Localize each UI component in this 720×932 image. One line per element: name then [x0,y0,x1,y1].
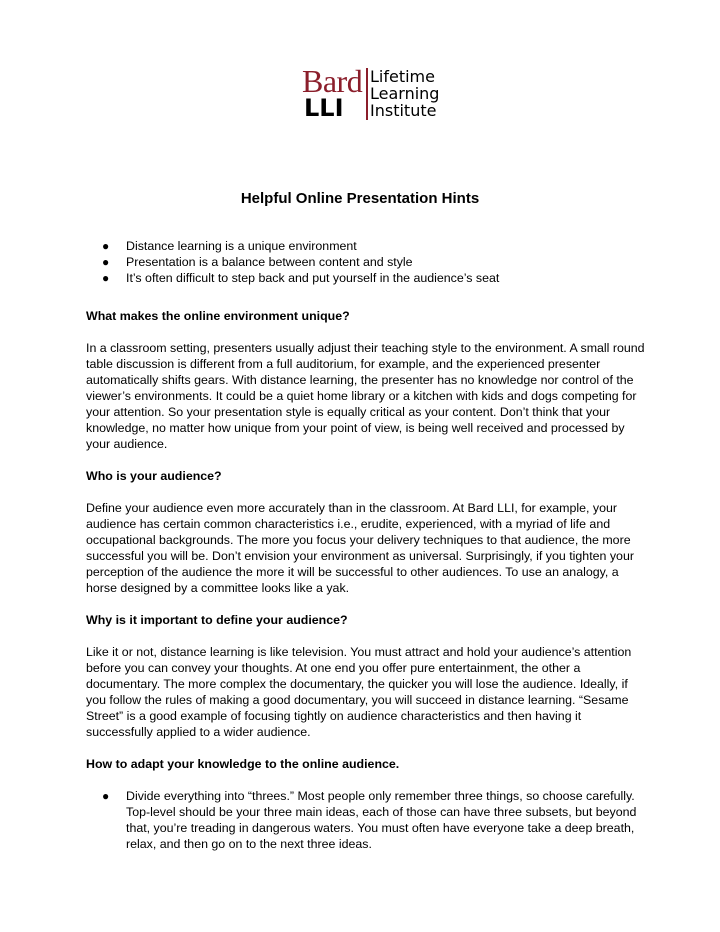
list-item [86,254,646,270]
list-item [86,788,646,852]
bullet-icon: ● [102,271,110,285]
logo-lli-text: LLI [304,94,344,122]
list-item-text: It’s often difficult to step back and put yourself in the audience’s seat [126,271,500,285]
section-paragraph: Define your audience even more accurately than in the classroom. At Bard LLI, for example, your audience has certain common characteristics i.e., erudite, experienced, with a myriad of life and occupational backgrounds. The more you focus your delivery techniques to that audience, the more successful you will be. Don’t envision your environment as universal. Surprisingly, if you tighten your perception of the audience the more it will be successful to other audiences. To use an analogy, a horse designed by a committee looks like a yak. [86,501,634,595]
section-paragraph: Like it or not, distance learning is like television. You must attract and hold your audience’s attention before you can convey your thoughts. At one end you offer pure entertainment, the other a documentary. The more complex the documentary, the quicker you will lose the audience. Ideally, if you follow the rules of making a good documentary, you will succeed in distance learning. “Sesame Street” is a good example of focusing tightly on audience characteristics and then having it successfully applied to a wider audience. [86,645,632,739]
intro-bullet-list [86,238,646,286]
section-heading: What makes the online environment unique? [86,309,350,323]
logo-line-lifetime: Lifetime [370,67,435,86]
list-item-text: Presentation is a balance between content and style [126,255,413,269]
list-item [86,270,646,286]
tips-bullet-list [86,788,646,852]
section-heading: Who is your audience? [86,469,222,483]
logo-line-institute: Institute [370,101,437,120]
section-heading: How to adapt your knowledge to the online audience. [86,757,400,771]
logo-line-learning: Learning [370,84,440,103]
logo-institute-name [370,68,439,119]
list-item-text: Divide everything into “threes.” Most people only remember three things, so choose carefully. Top-level should be your three main ideas, each of those can have three subsets, but beyond that, you’re treading in dangerous waters. You must often have everyone take a deep breath, relax, and then go on to the next three ideas. [126,789,637,851]
bullet-icon: ● [102,255,110,269]
section-heading: Why is it important to define your audience? [86,613,348,627]
document-title: Helpful Online Presentation Hints [240,190,480,207]
bard-lli-logo [300,63,450,124]
list-item-text: Distance learning is a unique environment [126,239,357,253]
bullet-icon: ● [102,789,110,803]
section-paragraph: In a classroom setting, presenters usually adjust their teaching style to the environment. A small round table discussion is different from a full auditorium, for example, and the experienced presenter automatically shifts gears. With distance learning, the presenter has no knowledge nor control of the viewer’s environments. It could be a quiet home library or a kitchen with kids and dogs competing for your attention. So your presentation style is equally critical as your content. Don’t think that your knowledge, no matter how unique from your point of view, is being well received and processed by your audience. [86,341,645,451]
document-body [86,238,646,874]
logo-divider [366,68,368,120]
list-item [86,238,646,254]
bullet-icon: ● [102,239,110,253]
logo-bard-text: Bard [302,63,363,99]
